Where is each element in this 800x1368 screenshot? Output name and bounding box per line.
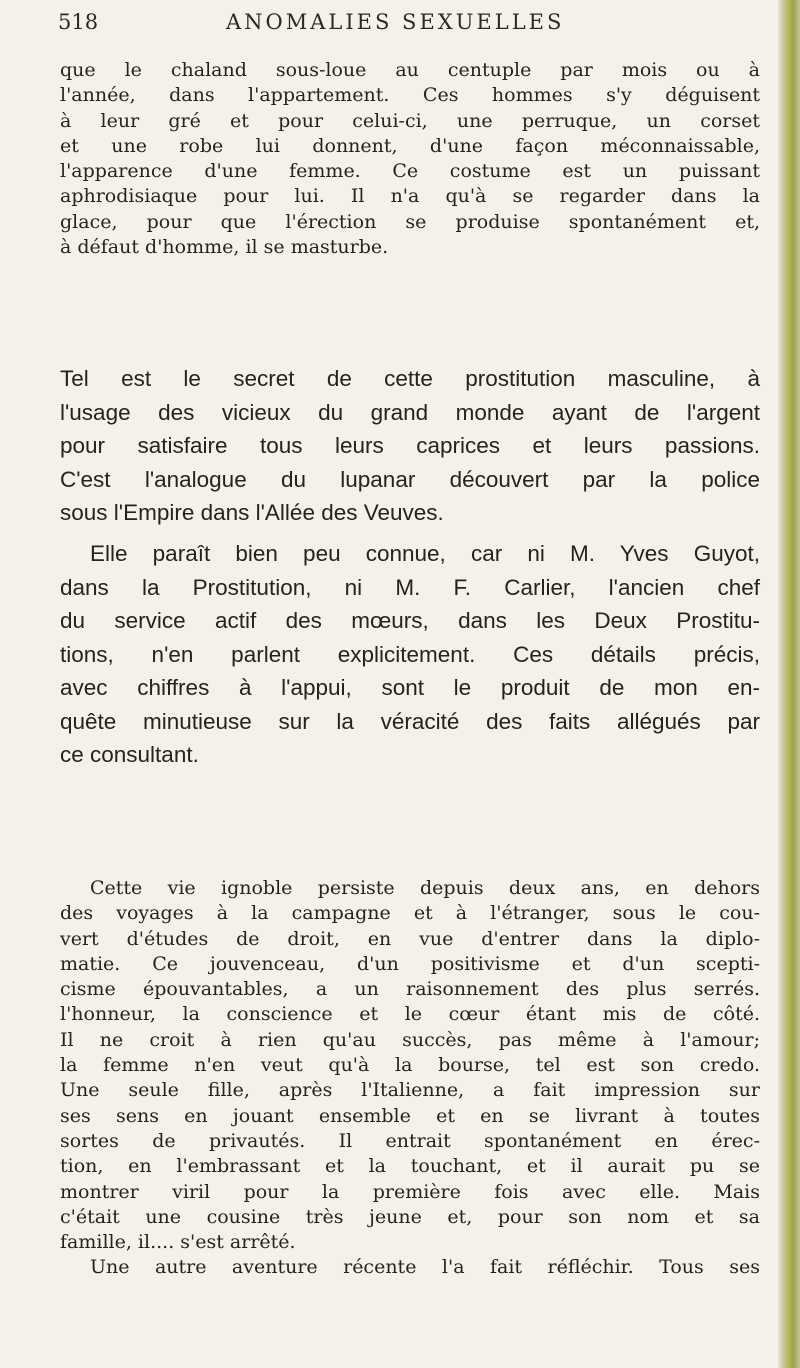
text-line: Tel est le secret de cette prostitution masculine, à bbox=[60, 366, 760, 391]
text-line: aphrodisiaque pour lui. Il n'a qu'à se regarder dans la bbox=[60, 185, 760, 208]
book-spine-edge bbox=[778, 0, 800, 1368]
page-number: 518 bbox=[58, 10, 99, 34]
text-line: c'était une cousine très jeune et, pour son nom et sa bbox=[60, 1205, 760, 1228]
text-line: matie. Ce jouvenceau, d'un positivisme et d'un scepti- bbox=[60, 952, 760, 975]
text-line: du service actif des mœurs, dans les Deux Prostitu- bbox=[60, 608, 760, 633]
text-line: que le chaland sous-loue au centuple par mois ou à bbox=[60, 59, 760, 81]
text-line: et une robe lui donnent, d'une façon méconnaissable, bbox=[60, 134, 760, 157]
text-line: montrer viril pour la première fois avec elle. Mais bbox=[60, 1180, 760, 1203]
text-line: Une seule fille, après l'Italienne, a fait impression sur bbox=[60, 1079, 760, 1102]
text-line: à leur gré et pour celui-ci, une perruque, un corset bbox=[60, 109, 760, 132]
text-line: à défaut d'homme, il se masturbe. bbox=[60, 236, 389, 259]
text-line: Elle paraît bien peu connue, car ni M. Yves Guyot, bbox=[90, 541, 760, 566]
text-line: ses sens en jouant ensemble et en se livrant à toutes bbox=[60, 1104, 760, 1127]
text-line: quête minutieuse sur la véracité des faits allégués par bbox=[60, 708, 760, 734]
text-line: Cette vie ignoble persiste depuis deux ans, en dehors bbox=[90, 877, 760, 899]
text-line: tion, en l'embrassant et la touchant, et il aurait pu se bbox=[60, 1155, 760, 1178]
text-line: pour satisfaire tous leurs caprices et leurs passions. bbox=[60, 433, 760, 458]
text-line: Il ne croit à rien qu'au succès, pas même à l'amour; bbox=[60, 1028, 760, 1051]
text-line: cisme épouvantables, a un raisonnement des plus serrés. bbox=[60, 978, 760, 1001]
running-title: ANOMALIES SEXUELLES bbox=[226, 10, 565, 34]
text-line: famille, il.... s'est arrêté. bbox=[60, 1231, 296, 1254]
page-header bbox=[58, 10, 788, 40]
text-line: dans la Prostitution, ni M. F. Carlier, l'ancien chef bbox=[60, 574, 760, 600]
text-line: sortes de privautés. Il entrait spontanément en érec- bbox=[60, 1129, 760, 1152]
text-line: l'usage des vicieux du grand monde ayant de l'argent bbox=[60, 399, 760, 425]
text-line: avec chiffres à l'appui, sont le produit de mon en- bbox=[60, 675, 760, 700]
text-line: C'est l'analogue du lupanar découvert par la police bbox=[60, 466, 760, 492]
paragraph-block-1 bbox=[60, 58, 760, 260]
text-line: l'apparence d'une femme. Ce costume est un puissant bbox=[60, 160, 760, 183]
paragraph-block-2 bbox=[60, 362, 760, 530]
text-line: la femme n'en veut qu'à la bourse, tel est son credo. bbox=[60, 1054, 760, 1077]
text-line: l'honneur, la conscience et le cœur étant mis de côté. bbox=[60, 1003, 760, 1026]
text-line: l'année, dans l'appartement. Ces hommes s'y déguisent bbox=[60, 84, 760, 107]
text-line: Une autre aventure récente l'a fait réfléchir. Tous ses bbox=[90, 1256, 760, 1279]
text-line: vert d'études de droit, en vue d'entrer dans la diplo- bbox=[60, 927, 760, 950]
paragraph-block-3 bbox=[60, 537, 760, 772]
text-line: glace, pour que l'érection se produise spontanément et, bbox=[60, 210, 760, 233]
text-line: des voyages à la campagne et à l'étranger, sous le cou- bbox=[60, 902, 760, 925]
text-line: ce consultant. bbox=[60, 742, 199, 767]
text-line: tions, n'en parlent explicitement. Ces détails précis, bbox=[60, 641, 760, 667]
paragraph-block-4 bbox=[60, 876, 760, 1281]
text-line: sous l'Empire dans l'Allée des Veuves. bbox=[60, 500, 444, 525]
